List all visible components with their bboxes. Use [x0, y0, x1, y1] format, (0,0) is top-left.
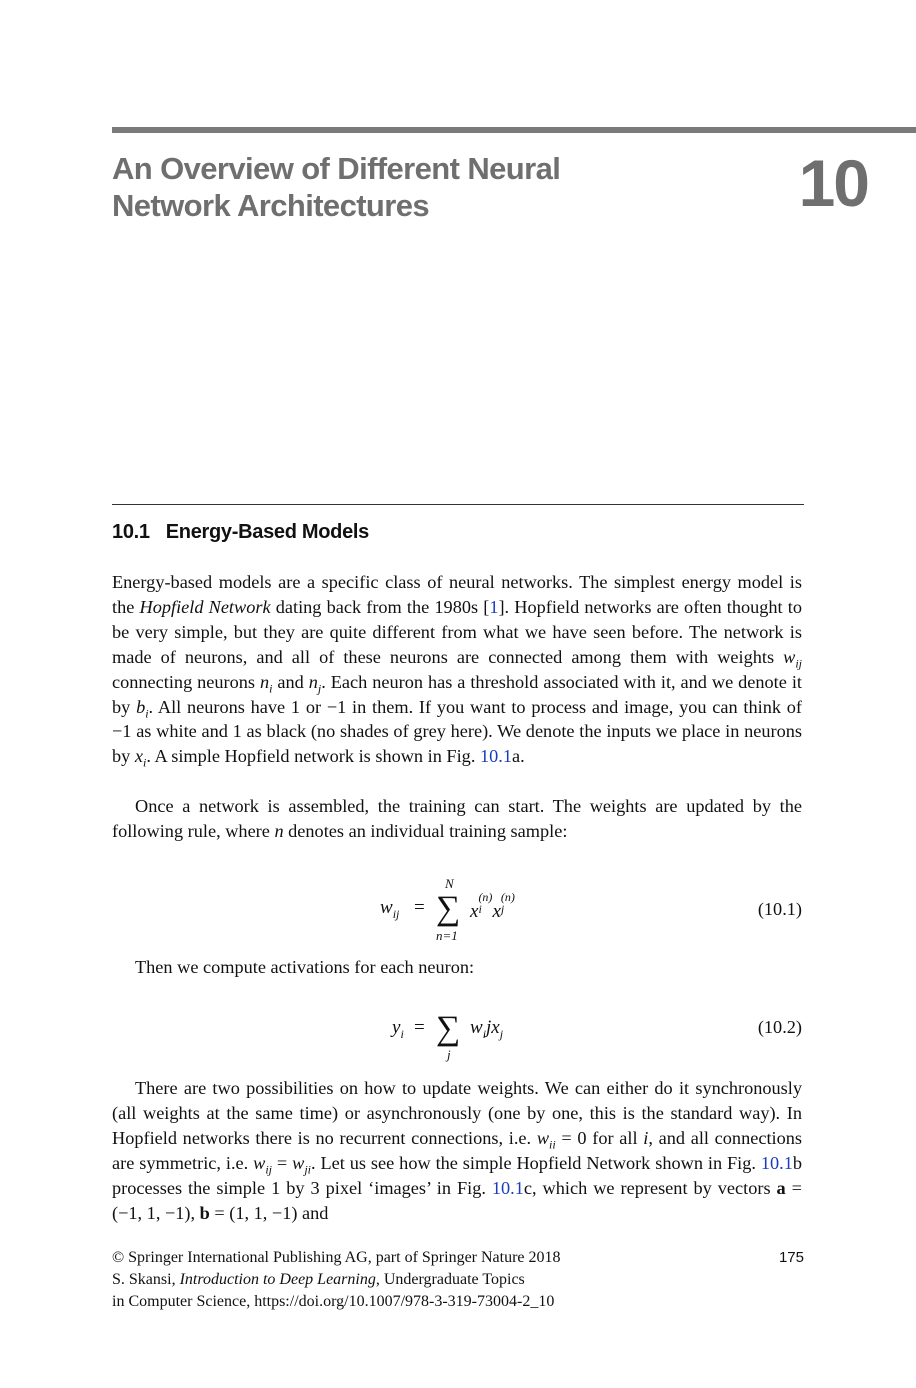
book-title: Introduction to Deep Learning — [179, 1271, 376, 1288]
math-sup: (n) — [500, 890, 515, 904]
chapter-title — [112, 150, 672, 224]
citation-link[interactable]: 1 — [489, 596, 499, 617]
math-var: b — [136, 696, 146, 717]
eq2-sum-symbol: ∑ — [436, 1010, 461, 1047]
text-run: denotes an individual training sample: — [283, 820, 568, 841]
math-var: x — [134, 746, 143, 767]
page-number: 175 — [778, 1249, 804, 1266]
text-run: = — [272, 1152, 293, 1173]
text-run: connecting neurons — [112, 671, 260, 692]
section-title: Energy-Based Models — [165, 521, 369, 543]
math-sub: i — [478, 902, 482, 916]
section-heading — [112, 518, 369, 546]
chapter-title-line-2: Network Architectures — [112, 188, 430, 223]
figure-link[interactable]: 10.1 — [760, 1152, 793, 1173]
eq2-lhs — [392, 1017, 404, 1039]
chapter-title-line-1: An Overview of Different Neural — [112, 151, 561, 186]
math-var: x — [492, 901, 501, 922]
section-rule — [112, 504, 804, 505]
text-run: . Let us see how the simple Hopfield Network shown in Fig. — [311, 1152, 761, 1173]
text-run: = 0 — [555, 1127, 587, 1148]
text-run: . A simple Hopfield network is shown in Fig. — [146, 746, 480, 767]
text-run: dating back from the 1980s [ — [270, 596, 490, 617]
text-run: S. Skansi, — [112, 1271, 180, 1288]
math-var: n — [308, 671, 318, 692]
text-run: = (−1, 1, −1), — [112, 1177, 802, 1223]
eq2-lower-limit: j — [447, 1047, 451, 1062]
text-run: = (1, 1, −1) and — [209, 1202, 329, 1223]
paragraph-1 — [112, 570, 802, 769]
top-rule — [112, 127, 916, 133]
math-sub: j — [317, 681, 322, 696]
text-run: for all — [586, 1127, 644, 1148]
math-sub: ij — [265, 1162, 272, 1177]
math-var: w — [470, 1017, 483, 1038]
eq1-upper-limit: N — [445, 876, 454, 891]
text-run: Once a network is assembled, the training can start. The weights are updated by the following rule, where — [112, 796, 802, 841]
math-sub: j — [499, 1026, 504, 1041]
math-sub: ij — [795, 656, 802, 671]
math-var: y — [392, 1017, 401, 1038]
text-run: There are two possibilities on how to update weights. We can either do it synchronously (all weights at the same time) or asynchronously (one by one, this is the standard way). In Hopfield networks there is no recurrent connections, i.e. — [112, 1078, 802, 1148]
math-sub: ii — [549, 1137, 556, 1152]
eq1-lhs — [380, 897, 399, 919]
text-run: . Each neuron has a threshold associated with it, and we denote it by — [112, 671, 802, 717]
text-run: a. — [511, 746, 525, 767]
paragraph-4 — [112, 1076, 802, 1225]
equation-10-2-body — [392, 1004, 552, 1064]
equation-10-1 — [112, 875, 802, 945]
equation-10-1-body — [380, 875, 580, 945]
hopfield-term: Hopfield Network — [139, 596, 271, 617]
math-var: i — [643, 1127, 649, 1148]
math-sup: (n) — [478, 890, 493, 904]
math-sub: i — [142, 756, 147, 770]
math-sub: i — [482, 1026, 487, 1041]
footer-doi: in Computer Science, https://doi.org/10.1007/978-3-319-73004-2_10 — [112, 1293, 555, 1310]
footer-copyright: © Springer International Publishing AG, part of Springer Nature 2018 — [112, 1249, 561, 1266]
math-sub: i — [145, 706, 149, 721]
paragraph-3: Then we compute activations for each neuron: — [135, 957, 475, 977]
footer — [112, 1247, 804, 1313]
eq1-equals: = — [414, 897, 425, 918]
chapter-number: 10 — [798, 146, 868, 220]
math-var: n — [259, 671, 270, 692]
section-number: 10.1 — [112, 521, 150, 543]
text-run: , and all connections are symmetric, i.e. — [112, 1127, 803, 1173]
math-var: w — [380, 897, 393, 918]
eq2-rhs — [470, 1017, 503, 1039]
eq1-lower-limit: n=1 — [436, 928, 458, 943]
text-run: and — [272, 671, 309, 692]
eq1-rhs — [470, 890, 515, 923]
text-run: Energy-based models are a specific class of neural networks. The simplest energy model is the — [112, 572, 802, 617]
figure-link[interactable]: 10.1 — [479, 746, 512, 767]
eq2-equals: = — [414, 1017, 425, 1038]
math-var: w — [253, 1152, 266, 1173]
text-run: . All neurons have 1 or −1 in them. If you want to process and image, you can think of −1 as white and 1 as black (no shades of grey here). We denote the inputs we place in neurons by — [112, 696, 802, 767]
math-var: w — [536, 1127, 550, 1148]
math-var: w — [292, 1152, 305, 1173]
math-sub: j — [500, 902, 505, 916]
math-sub: ji — [304, 1162, 312, 1177]
equation-10-2 — [112, 1004, 802, 1074]
text-run: b processes the simple 1 by 3 pixel ‘images’ in Fig. — [112, 1152, 803, 1198]
math-var: jx — [486, 1017, 500, 1038]
math-vector: a — [776, 1177, 786, 1198]
equation-number: (10.2) — [757, 1017, 802, 1037]
paragraph-2 — [112, 794, 802, 844]
equation-number: (10.1) — [757, 899, 802, 919]
text-run: c, which we represent by vectors — [523, 1177, 777, 1198]
math-vector: b — [199, 1202, 210, 1223]
math-var: n — [274, 820, 284, 841]
text-run: ]. Hopfield networks are often thought to be very simple, but they are quite different from what we have seen before. The network is made of neurons, and all of these neurons are connected among them with weights — [112, 596, 803, 667]
math-var: x — [470, 901, 479, 922]
math-sub: ij — [392, 906, 400, 921]
footer-citation — [112, 1269, 804, 1291]
math-var: w — [783, 646, 796, 667]
math-sub: i — [400, 1026, 404, 1041]
math-sub: i — [269, 681, 273, 696]
eq1-sum-symbol: ∑ — [436, 890, 461, 927]
figure-link[interactable]: 10.1 — [491, 1177, 524, 1198]
text-run: , Undergraduate Topics — [375, 1271, 525, 1288]
